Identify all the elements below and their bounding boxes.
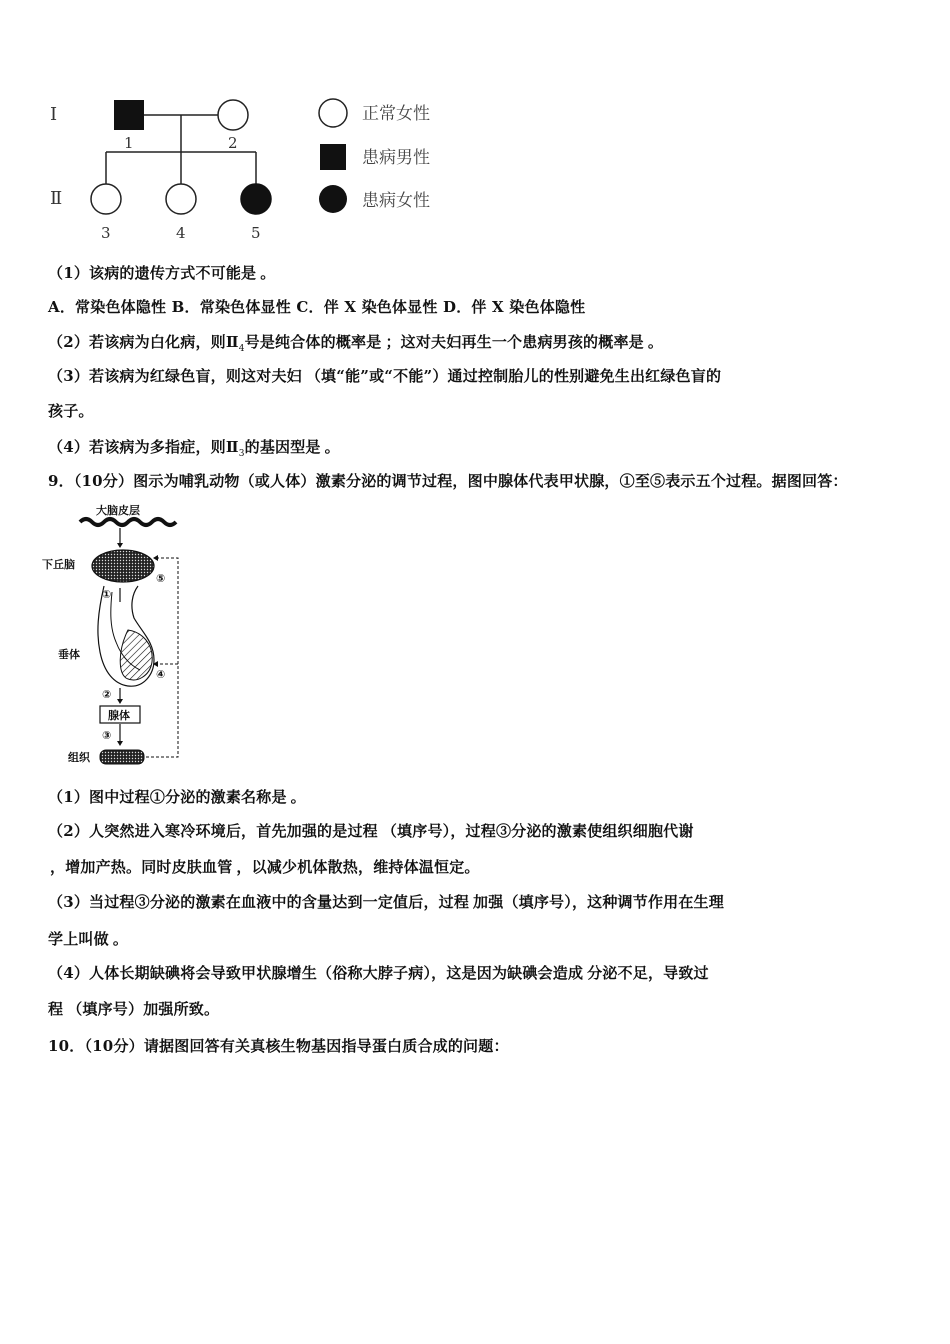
- process-4-label: ④: [156, 668, 166, 681]
- legend-affected-female-icon: [319, 185, 347, 213]
- process-2-arrowhead: [117, 699, 123, 704]
- q9-part2-cont: ，增加产热。同时皮肤血管 ，以减少机体散热，维持体温恒定。: [50, 858, 480, 876]
- legend-affected-male-icon: [320, 144, 346, 170]
- individual-4-number: 4: [176, 224, 186, 242]
- cerebral-cortex-label: 大脑皮层: [96, 504, 140, 517]
- generation-1-label: Ⅰ: [50, 104, 58, 125]
- q8-part1: （1）该病的遗传方式不可能是 。: [48, 264, 276, 282]
- normal-female-2: [218, 100, 248, 130]
- affected-male-1: [114, 100, 144, 130]
- process-3-arrowhead: [117, 741, 123, 746]
- q8-part4: （4）若该病为多指症，则$Ⅱ_3$的基因型是 。: [48, 438, 340, 459]
- gland-label: 腺体: [108, 709, 130, 722]
- q9-part2: （2）人突然进入寒冷环境后，首先加强的是过程 （填序号），过程③分泌的激素使组织细胞代谢: [48, 822, 694, 840]
- q9-part3: （3）当过程③分泌的激素在血液中的含量达到一定值后，过程 加强（填序号），这种调节作用在生理: [48, 893, 724, 911]
- legend-normal-female-icon: [319, 99, 347, 127]
- q9-part3-cont: 学上叫做 。: [48, 930, 129, 948]
- q8-part3-cont: 孩子。: [48, 402, 94, 420]
- pedigree-chart: [40, 88, 480, 248]
- individual-5-number: 5: [251, 224, 261, 242]
- q9-part4: （4）人体长期缺碘将会导致甲状腺增生（俗称大脖子病），这是因为缺碘会造成 分泌不足，导致过: [48, 964, 709, 982]
- q8-part2: （2）若该病为白化病，则$Ⅱ_4$号是纯合体的概率是 ；这对夫妇再生一个患病男孩的概率是 。: [48, 333, 664, 354]
- hypothalamus-shape: [92, 550, 154, 582]
- individual-3-number: 3: [101, 224, 111, 242]
- affected-female-5: [241, 184, 271, 214]
- hypothalamus-label: 下丘脑: [42, 558, 75, 571]
- normal-female-3: [91, 184, 121, 214]
- process-5-label: ⑤: [156, 572, 166, 585]
- process-1-label: ①: [102, 588, 112, 601]
- tissue-shape: [100, 750, 144, 764]
- pituitary-label: 垂体: [58, 648, 80, 661]
- legend-affected-female: 患病女性: [362, 191, 430, 211]
- q9-part1: （1）图中过程①分泌的激素名称是 。: [48, 788, 306, 806]
- hormone-regulation-diagram: [38, 502, 198, 767]
- q10-title: 10．（10分）请据图回答有关真核生物基因指导蛋白质合成的问题：: [48, 1037, 509, 1055]
- q9-part4-cont: 程 （填序号）加强所致。: [48, 1000, 220, 1018]
- tissue-label: 组织: [68, 751, 90, 764]
- cortex-wave: [80, 519, 176, 525]
- generation-2-label: Ⅱ: [50, 188, 63, 209]
- legend-normal-female: 正常女性: [362, 104, 430, 124]
- cortex-arrowhead: [117, 543, 123, 548]
- process-3-label: ③: [102, 729, 112, 742]
- legend-affected-male: 患病男性: [362, 148, 430, 168]
- normal-female-4: [166, 184, 196, 214]
- process-5-arrowhead: [153, 555, 158, 561]
- q8-part3: （3）若该病为红绿色盲，则这对夫妇 （填“能”或“不能”）通过控制胎儿的性别避免生出红绿色盲的: [48, 367, 722, 385]
- q9-title: 9．（10分）图示为哺乳动物（或人体）激素分泌的调节过程，图中腺体代表甲状腺，①至⑤表示五个过程。据图回答：: [48, 472, 848, 490]
- individual-2-number: 2: [228, 134, 238, 152]
- q8-options: A．常染色体隐性 B．常染色体显性 C．伴 X 染色体显性 D．伴 X 染色体隐性: [48, 298, 586, 316]
- individual-1-number: 1: [124, 134, 134, 152]
- process-2-label: ②: [102, 688, 112, 701]
